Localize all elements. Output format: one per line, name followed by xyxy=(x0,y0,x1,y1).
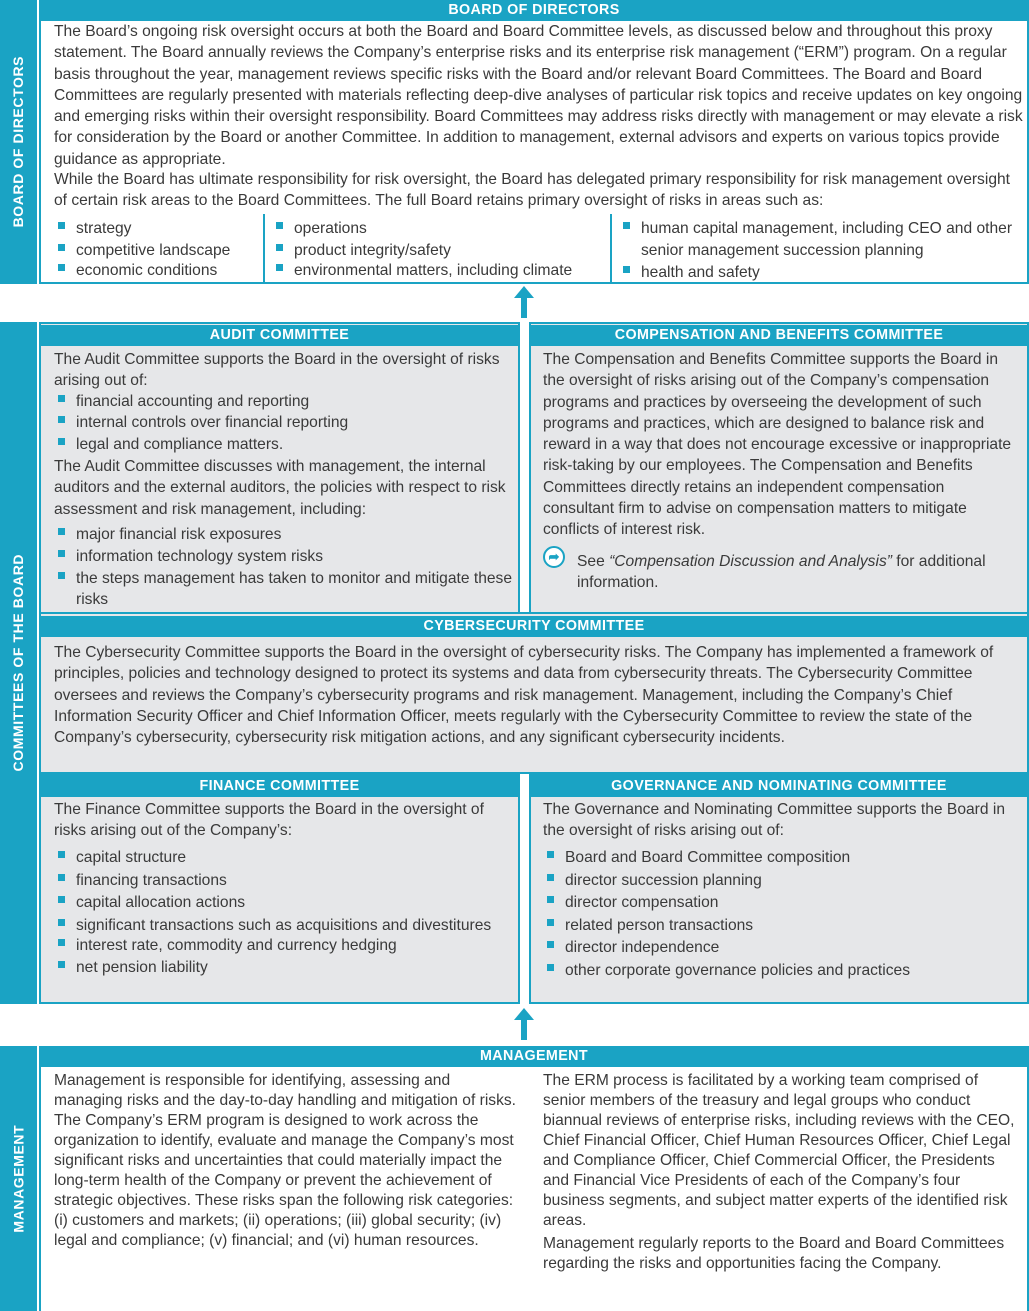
management-right-para-1: The ERM process is facilitated by a working team comprised of senior members of the treasury and legal groups who conduct biannual reviews of enterprise risks, including reviews with the CEO, Chief Financial Officer, Chief Human Resources Officer, Chief Legal and Compliance Officer, Chief Commercial Officer, the Presidents and Financial Vice Presidents of each of the Company’s four business segments, and subject matter experts of the identified risk areas. xyxy=(543,1072,1015,1229)
cybersecurity-committee-header: CYBERSECURITY COMMITTEE xyxy=(39,616,1029,637)
committees-sidebar xyxy=(0,322,37,1004)
board-para-1: The Board’s ongoing risk oversight occurs at both the Board and Board Committee levels, as discussed below and throughout this proxy statement. The Board annually reviews the Company’s enterprise risks and its enterprise risk management (“ERM”) program. On a regular basis throughout the year, management reviews specific risks with the Board and/or relevant Board Committees. The Board and Board Committees are regularly presented with materials reflecting deep-dive analyses of particular risk topics and receive updates on key ongoing and emerging risks within their oversight responsibility. Board Committees may address risks directly with management or may elevate a risk for consideration by the Board or another Committee. In addition to management, external advisors and experts on various topics provide guidance as appropriate. xyxy=(54,23,1023,168)
board-header: BOARD OF DIRECTORS xyxy=(39,0,1029,21)
list-item: operations xyxy=(272,218,607,239)
list-item: director independence xyxy=(543,937,1019,958)
committees-sidebar-label: COMMITTEES OF THE BOARD xyxy=(9,554,26,772)
up-arrow-icon xyxy=(514,286,534,318)
finance-list xyxy=(54,847,494,978)
list-item: competitive landscape xyxy=(54,240,259,261)
management-right-para-2: Management regularly reports to the Board and Board Committees regarding the risks and opportunities facing the Company. xyxy=(543,1235,1005,1272)
board-para-2: While the Board has ultimate responsibility for risk oversight, the Board has delegated primary responsibility for risk management oversight of certain risk areas to the Board Committees. The full Board retains primary oversight of risks in areas such as: xyxy=(54,171,1010,210)
arrow-circle-icon: ➦ xyxy=(543,546,565,568)
governance-list xyxy=(543,847,1019,981)
list-item: significant transactions such as acquisitions and divestitures xyxy=(54,915,494,936)
list-item: environmental matters, including climate xyxy=(272,260,607,281)
audit-committee-header: AUDIT COMMITTEE xyxy=(39,325,520,346)
list-item: major financial risk exposures xyxy=(54,524,514,545)
list-item: capital allocation actions xyxy=(54,892,494,913)
board-list-col3 xyxy=(619,218,1019,284)
management-sidebar-label: MANAGEMENT xyxy=(9,1124,26,1233)
list-item: interest rate, commodity and currency hedging xyxy=(54,935,494,956)
list-item: Board and Board Committee composition xyxy=(543,847,1019,868)
board-sidebar-label: BOARD OF DIRECTORS xyxy=(9,56,26,228)
list-item: capital structure xyxy=(54,847,494,868)
see-prefix: See xyxy=(577,553,610,570)
board-col-divider-2 xyxy=(610,214,612,282)
cybersecurity-para: The Cybersecurity Committee supports the Board in the oversight of cybersecurity risks. The Company has implemented a framework of principles, policies and technology designed to protect its systems and data from cybersecurity threats. The Cybersecurity Committee oversees and reviews the Company’s cybersecurity programs and risk management. Management, including the Company’s Chief Information Security Officer and Chief Information Officer, meets regularly with the Cybersecurity Committee to review the state of the Company’s cybersecurity, cybersecurity risk mitigation actions, and any significant cybersecurity incidents. xyxy=(54,644,994,747)
governance-intro: The Governance and Nominating Committee supports the Board in the oversight of risks arising out of: xyxy=(543,801,1005,840)
list-item: strategy xyxy=(54,218,259,239)
see-suffix: for additional information. xyxy=(577,553,986,592)
list-item: director compensation xyxy=(543,892,1019,913)
audit-list-1 xyxy=(54,391,514,455)
list-item: the steps management has taken to monitor and mitigate these risks xyxy=(54,568,514,610)
list-item: other corporate governance policies and practices xyxy=(543,960,1019,981)
management-sidebar xyxy=(0,1046,37,1311)
management-header: MANAGEMENT xyxy=(39,1046,1029,1067)
list-item: financing transactions xyxy=(54,870,494,891)
list-item: internal controls over financial reporting xyxy=(54,412,514,433)
list-item: economic conditions xyxy=(54,260,259,281)
board-list-col1 xyxy=(54,218,259,281)
list-item: human capital management, including CEO and other senior management succession planning xyxy=(619,218,1019,261)
audit-intro: The Audit Committee supports the Board in the oversight of risks arising out of: xyxy=(54,351,500,390)
cda-reference-link[interactable]: “Compensation Discussion and Analysis” xyxy=(609,553,892,570)
compensation-see-note xyxy=(577,551,1017,594)
compensation-committee-header: COMPENSATION AND BENEFITS COMMITTEE xyxy=(529,325,1029,346)
finance-committee-header: FINANCE COMMITTEE xyxy=(39,776,520,797)
list-item: information technology system risks xyxy=(54,546,514,567)
compensation-para: The Compensation and Benefits Committee supports the Board in the oversight of risks arising out of the Company’s compensation programs and practices by overseeing the development of such programs and practices, which are designed to balance risk and reward in a way that does not encourage excessive or inappropriate risk-taking by our employees. The Compensation and Benefits Committees directly retains an independent compensation consultant firm to advise on compensation matters to mitigate conflicts of interest risk. xyxy=(543,351,1012,539)
list-item: health and safety xyxy=(619,262,1019,284)
list-item: net pension liability xyxy=(54,957,494,978)
list-item: related person transactions xyxy=(543,915,1019,936)
audit-list-2 xyxy=(54,524,514,610)
governance-committee-header: GOVERNANCE AND NOMINATING COMMITTEE xyxy=(529,776,1029,797)
list-item: financial accounting and reporting xyxy=(54,391,514,412)
finance-intro: The Finance Committee supports the Board in the oversight of risks arising out of the Company’s: xyxy=(54,801,484,840)
list-item: legal and compliance matters. xyxy=(54,434,514,455)
board-list-col2 xyxy=(272,218,607,281)
board-sidebar xyxy=(0,0,37,284)
up-arrow-icon xyxy=(514,1008,534,1040)
list-item: director succession planning xyxy=(543,870,1019,891)
audit-para-2: The Audit Committee discusses with management, the internal auditors and the external auditors, the policies with respect to risk assessment and risk management, including: xyxy=(54,458,506,518)
management-left-para: Management is responsible for identifying, assessing and managing risks and the day-to-day handling and mitigation of risks. The Company’s ERM program is designed to work across the organization to identify, evaluate and manage the Company’s most significant risks and uncertainties that could materially impact the long-term health of the Company or prevent the achievement of strategic objectives. These risks span the following risk categories: (i) customers and markets; (ii) operations; (iii) global security; (iv) legal and compliance; (v) financial; and (vi) human resources. xyxy=(54,1072,517,1249)
list-item: product integrity/safety xyxy=(272,240,607,261)
board-col-divider-1 xyxy=(263,214,265,282)
